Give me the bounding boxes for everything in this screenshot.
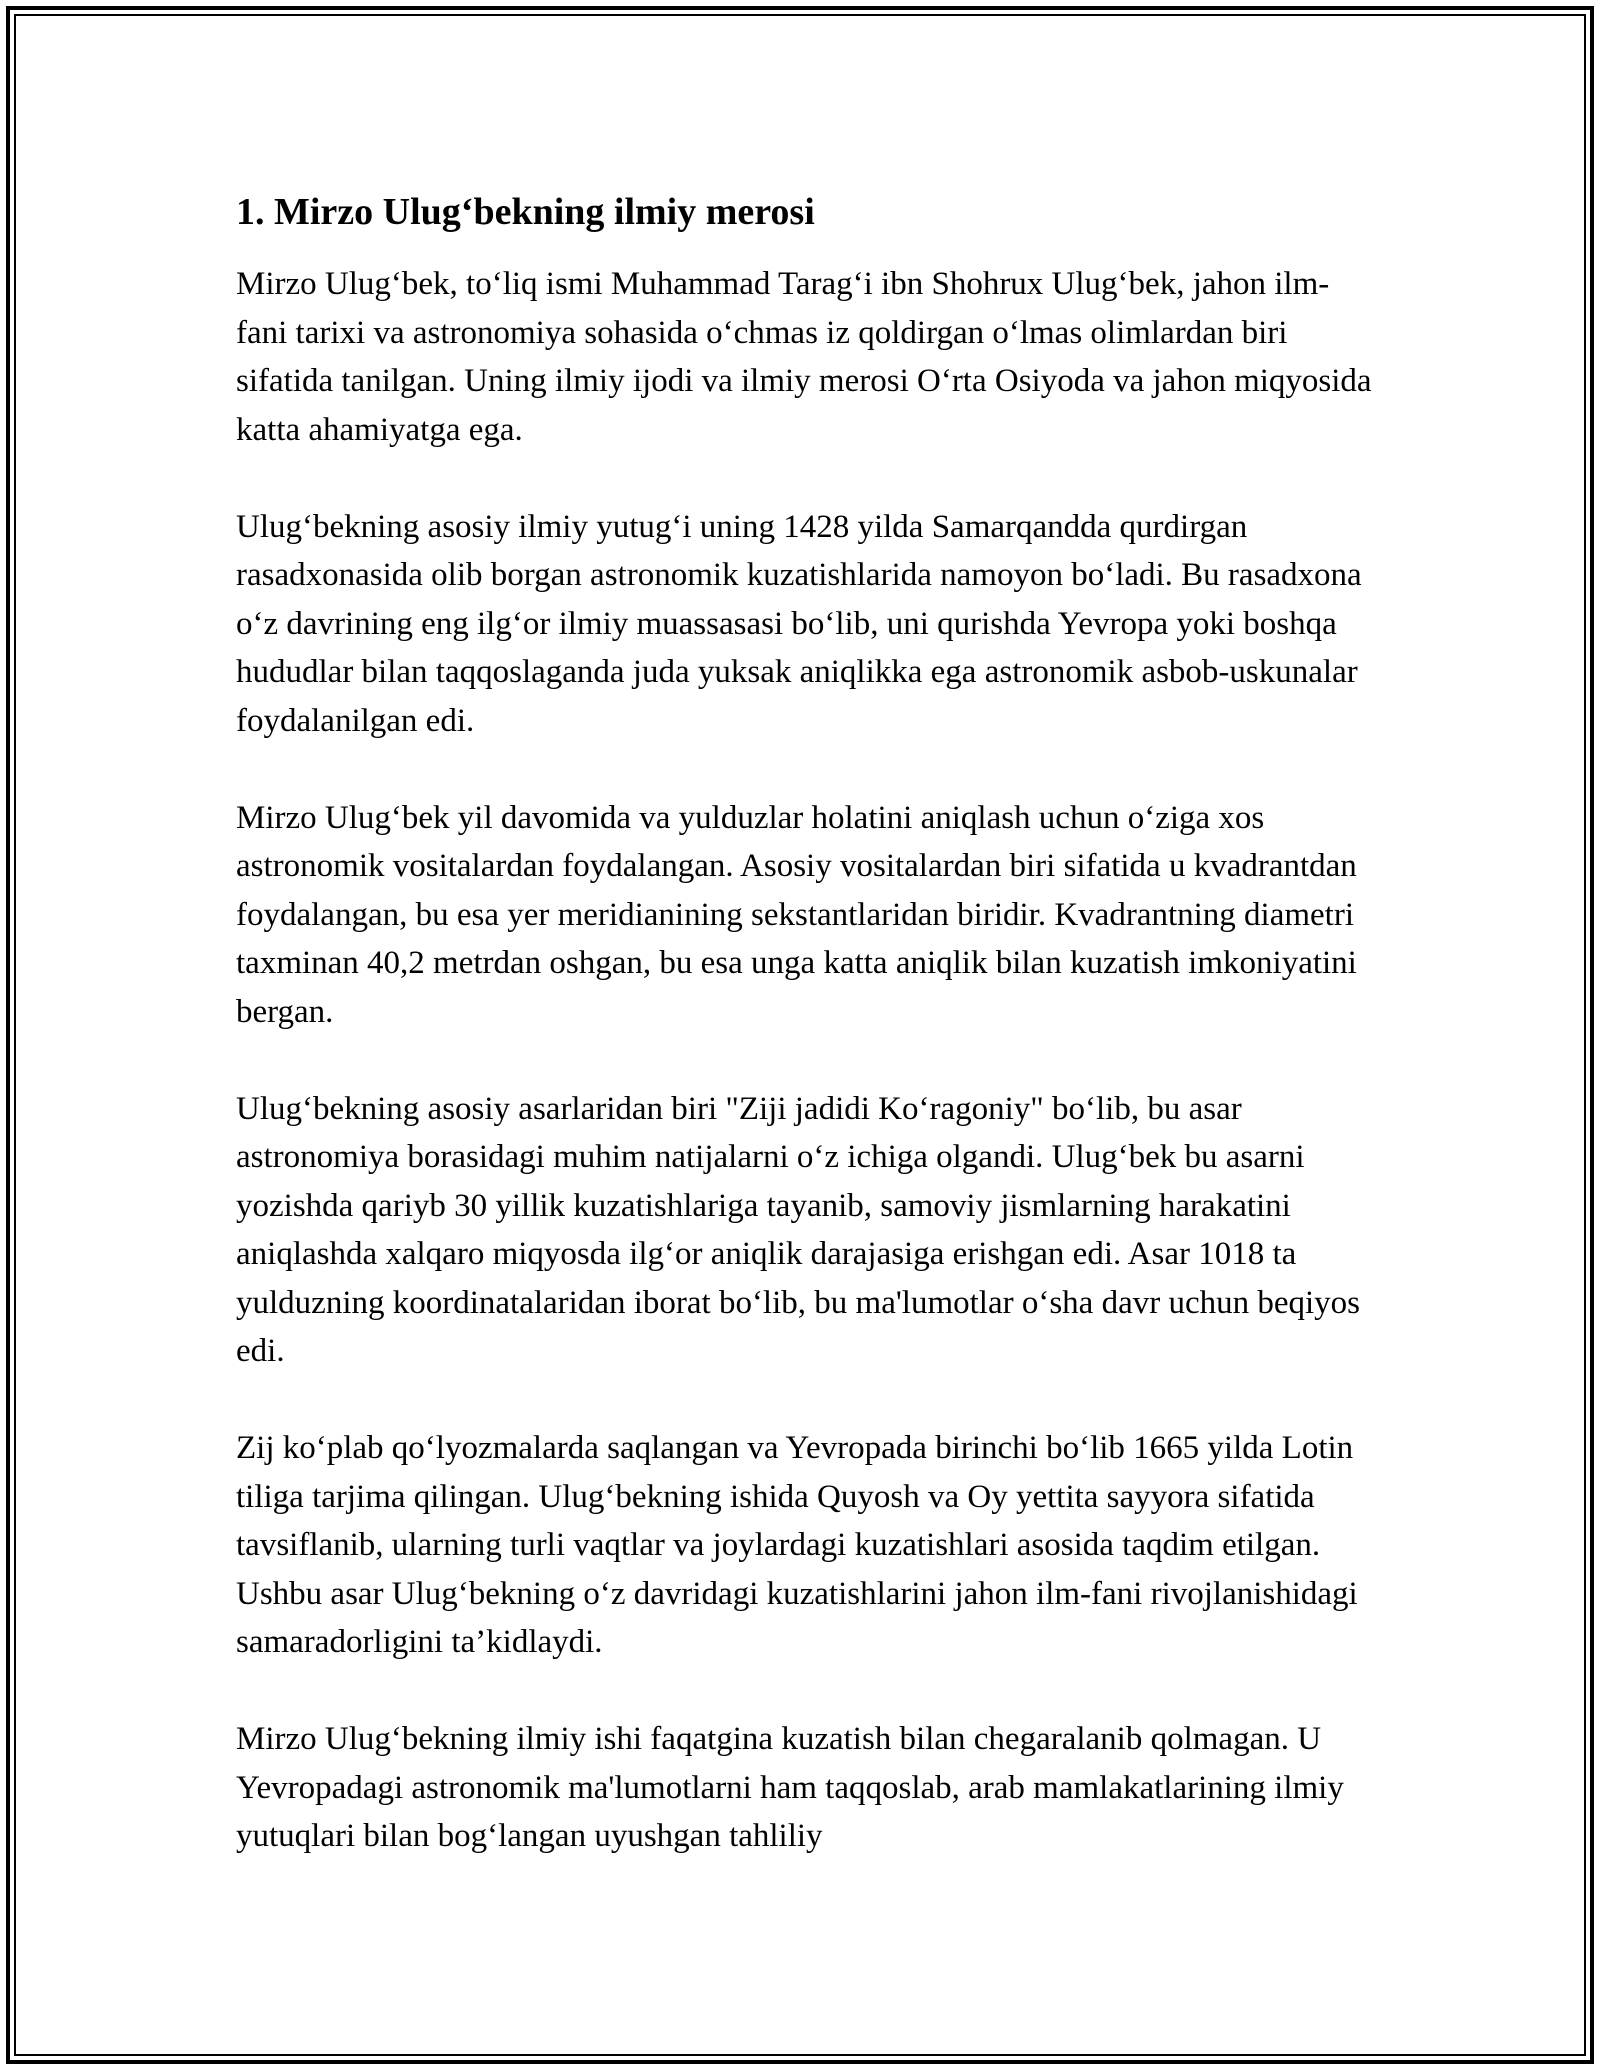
paragraph-3: Mirzo Ulug‘bek yil davomida va yulduzlar holatini aniqlash uchun o‘ziga xos astronomik vositalardan foydalangan. Asosiy vositalardan biri sifatida u kvadrantdan foydalangan, bu esa yer meridianining sekstantlaridan biridir. Kvadrantning diametri taxminan 40,2 metrdan oshgan, bu esa unga katta aniqlik bilan kuzatish imkoniyatini bergan. (236, 799, 1357, 1030)
paragraph-1: Mirzo Ulug‘bek, to‘liq ismi Muhammad Tarag‘i ibn Shohrux Ulug‘bek, jahon ilm-fani tarixi va astronomiya sohasida o‘chmas iz qoldirgan o‘lmas olimlardan biri sifatida tanilgan. Uning ilmiy ijodi va ilmiy merosi O‘rta Osiyoda va jahon miqyosida katta ahamiyatga ega. (236, 266, 1372, 448)
document-body (236, 188, 1376, 1909)
paragraph-6: Mirzo Ulug‘bekning ilmiy ishi faqatgina kuzatish bilan chegaralanib qolmagan. U Yevropadagi astronomik ma'lumotlarni ham taqqoslab, arab mamlakatlarining ilmiy yutuqlari bilan bog‘langan uyushgan tahliliy (236, 1721, 1344, 1854)
paragraph-4: Ulug‘bekning asosiy asarlaridan biri "Ziji jadidi Ko‘ragoniy" bo‘lib, bu asar astronomiya borasidagi muhim natijalarni o‘z ichiga olgandi. Ulug‘bek bu asarni yozishda qariyb 30 yillik kuzatishlariga tayanib, samoviy jismlarning harakatini aniqlashda xalqaro miqyosda ilg‘or aniqlik darajasiga erishgan edi. Asar 1018 ta yulduzning koordinatalaridan iborat bo‘lib, bu ma'lumotlar o‘sha davr uchun beqiyos edi. (236, 1090, 1361, 1369)
section-heading: 1. Mirzo Ulug‘bekning ilmiy merosi (236, 191, 815, 233)
paragraph-5: Zij ko‘plab qo‘lyozmalarda saqlangan va Yevropada birinchi bo‘lib 1665 yilda Lotin tiliga tarjima qilingan. Ulug‘bekning ishida Quyosh va Oy yettita sayyora sifatida tavsiflanib, ularning turli vaqtlar va joylardagi kuzatishlari asosida taqdim etilgan. Ushbu asar Ulug‘bekning o‘z davridagi kuzatishlarini jahon ilm-fani rivojlanishidagi samaradorligini ta’kidlaydi. (236, 1430, 1358, 1660)
paragraph-2: Ulug‘bekning asosiy ilmiy yutug‘i uning 1428 yilda Samarqandda qurdirgan rasadxonasida olib borgan astronomik kuzatishlarida namoyon bo‘ladi. Bu rasadxona o‘z davrining eng ilg‘or ilmiy muassasasi bo‘lib, uni qurishda Yevropa yoki boshqa hududlar bilan taqqoslaganda juda yuksak aniqlikka ega astronomik asbob-uskunalar foydalanilgan edi. (236, 508, 1362, 739)
